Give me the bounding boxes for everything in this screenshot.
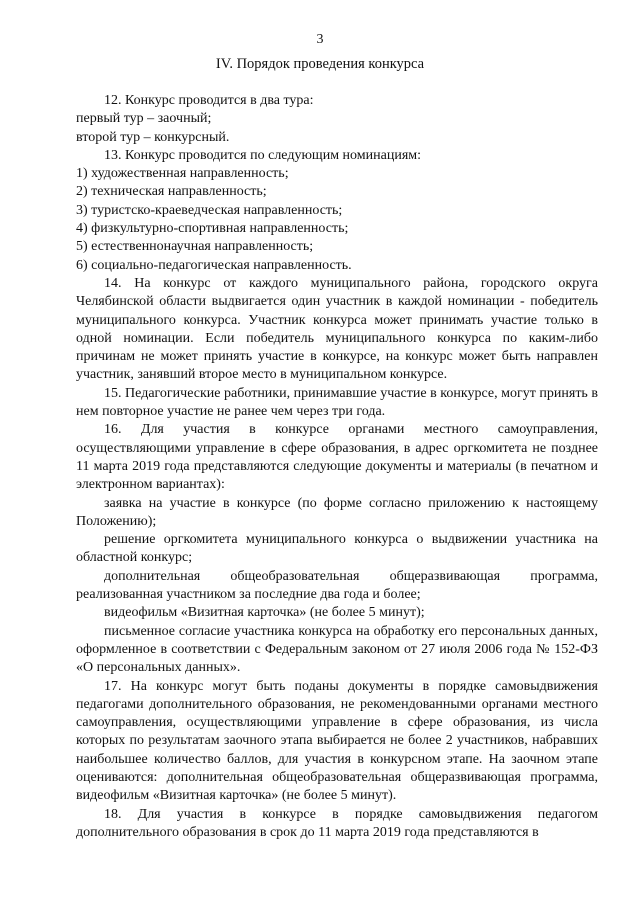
list-item: заявка на участие в конкурсе (по форме согласно приложению к настоящему Положению); <box>76 495 598 529</box>
paragraph-16: 16. Для участия в конкурсе органами местного самоуправления, осуществляющими управление в сфере образования, в адрес оргкомитета не позднее 11 марта 2019 года представляются следующие документы и материалы (в печатном и электронном вариантах): <box>76 422 598 493</box>
section-title: IV. Порядок проведения конкурса <box>215 56 425 72</box>
list-item: 5) естественнонаучная направленность; <box>76 239 314 255</box>
list-item: дополнительная общеобразовательная общеразвивающая программа, реализованная участником за последние два года и более; <box>76 568 598 603</box>
paragraph-12: 12. Конкурс проводится в два тура: <box>104 93 314 108</box>
page-number: 3 <box>316 32 324 47</box>
list-item: 2) техническая направленность; <box>76 184 267 200</box>
list-item: решение оргкомитета муниципального конкурса о выдвижении участника на областной конкурс; <box>76 532 598 566</box>
list-item: первый тур – заочный; <box>76 111 212 127</box>
document-body <box>76 92 598 842</box>
paragraph-13: 13. Конкурс проводится по следующим номинациям: <box>104 147 422 163</box>
list-item: 1) художественная направленность; <box>76 166 289 182</box>
list-item: второй тур – конкурсный. <box>76 129 230 145</box>
paragraph-15: 15. Педагогические работники, принимавшие участие в конкурсе, могут принять в нем повторное участие не ранее чем через три года. <box>76 385 598 420</box>
list-item: 4) физкультурно-спортивная направленность; <box>76 221 349 237</box>
list-item: письменное согласие участника конкурса на обработку его персональных данных, оформленное в соответствии с Федеральным законом от 27 июля 2006 года № 152-ФЗ «О персональных данных». <box>76 623 598 676</box>
list-item: видеофильм «Визитная карточка» (не более 5 минут); <box>104 605 425 621</box>
paragraph-18: 18. Для участия в конкурсе в порядке самовыдвижения педагогом дополнительного образования в срок до 11 марта 2019 года представляются в <box>76 806 598 840</box>
paragraph-14: 14. На конкурс от каждого муниципального района, городского округа Челябинской области выдвигается один участник в каждой номинации - победитель муниципального конкурса. Участник конкурса может принимать участие только в одной номинации. Если победитель муниципального конкурса по каким-либо причинам не может принять участие в конкурсе, на конкурс может быть направлен участник, занявший второе место в муниципальном конкурсе. <box>76 275 598 383</box>
list-item: 6) социально-педагогическая направленность. <box>76 257 352 273</box>
paragraph-17: 17. На конкурс могут быть поданы документы в порядке самовыдвижения педагогами дополнительного образования, не рекомендованными органами местного самоуправления, осуществляющими управление в сфере образования, из числа которых по результатам заочного этапа выбирается не более 2 участников, набравших наибольшее количество баллов, для участия в конкурсном этапе. На заочном этапе оцениваются: дополнительная общеобразовательная общеразвивающая программа, видеофильм «Визитная карточка» (не более 5 минут). <box>76 678 598 804</box>
list-item: 3) туристско-краеведческая направленность; <box>76 202 343 218</box>
